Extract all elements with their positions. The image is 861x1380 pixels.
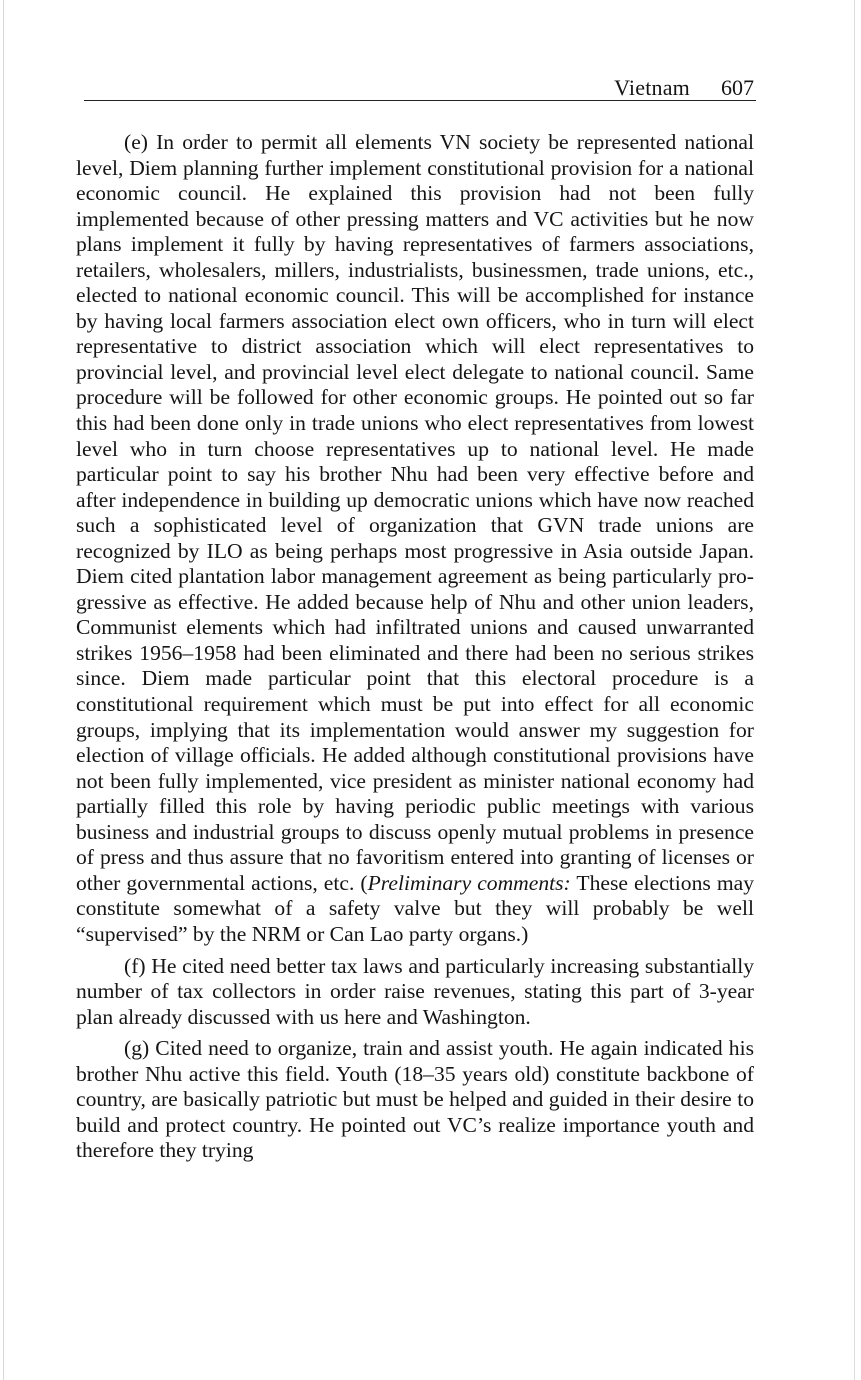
paragraph-e-italic-note: Preliminary comments:	[367, 870, 571, 895]
running-head-title: Vietnam	[614, 75, 690, 100]
paragraph-e-text: (e) In order to permit all elements VN society be represented national level, Diem planning further implement constitutional provision for a national economic council. He explained this provision had not been fully implemented because of other pressing matters and VC activities but he now plans implement it fully by having representatives of farmers associations, retailers, wholesalers, millers, industrialists, businessmen, trade unions, etc., elected to national economic council. This will be accomplished for instance by having local farmers association elect own officers, who in turn will elect representative to district association which will elect representatives to provincial level, and provincial level elect delegate to national council. Same procedure will be followed for other economic groups. He pointed out so far this had been done only in trade unions who elect representatives from lowest level who in turn choose representatives up to national level. He made particular point to say his brother Nhu had been very effective before and after independence in building up democratic unions which have now reached such a sophisticated level of organization that GVN trade unions are recognized by ILO as being perhaps most progressive in Asia outside Japan. Diem cited plantation labor management agreement as being particularly progressive as effective. He added because help of Nhu and other union leaders, Communist elements which had infiltrated unions and caused unwarranted strikes 1956–1958 had been eliminated and there had been no serious strikes since. Diem made particular point that this electoral procedure is a constitutional requirement which must be put into effect for all economic groups, implying that its implementation would answer my suggestion for election of village officials. He added although constitutional provisions have not been fully implemented, vice president as minister national economy had partially filled this role by having periodic public meetings with various business and industrial groups to discuss openly mutual problems in presence of press and thus assure that no favoritism entered into granting of licenses or other governmental actions, etc. (	[76, 130, 754, 895]
page-edge-left	[3, 0, 4, 1380]
running-head	[84, 74, 756, 101]
page-edge-right	[854, 0, 855, 1380]
page-number: 607	[721, 75, 754, 100]
paragraph-e-text-continued: These elections may constitute somewhat of a safety valve but they will probably be well “supervised” by the NRM or Can Lao party organs.)	[76, 870, 755, 946]
paragraph-f: (f) He cited need better tax laws and particularly increasing substantially number of tax collectors in order raise revenues, stating this part of 3-year plan already discussed with us here and Washington.	[76, 953, 754, 1029]
body-text	[76, 130, 754, 1170]
paragraph-g: (g) Cited need to organize, train and assist youth. He again indicated his brother Nhu active this field. Youth (18–35 years old) constitute backbone of country, are basically patriotic but must be helped and guided in their desire to build and protect country. He pointed out VC’s realize importance youth and therefore they trying	[76, 1036, 754, 1163]
paragraph-e	[76, 130, 754, 948]
